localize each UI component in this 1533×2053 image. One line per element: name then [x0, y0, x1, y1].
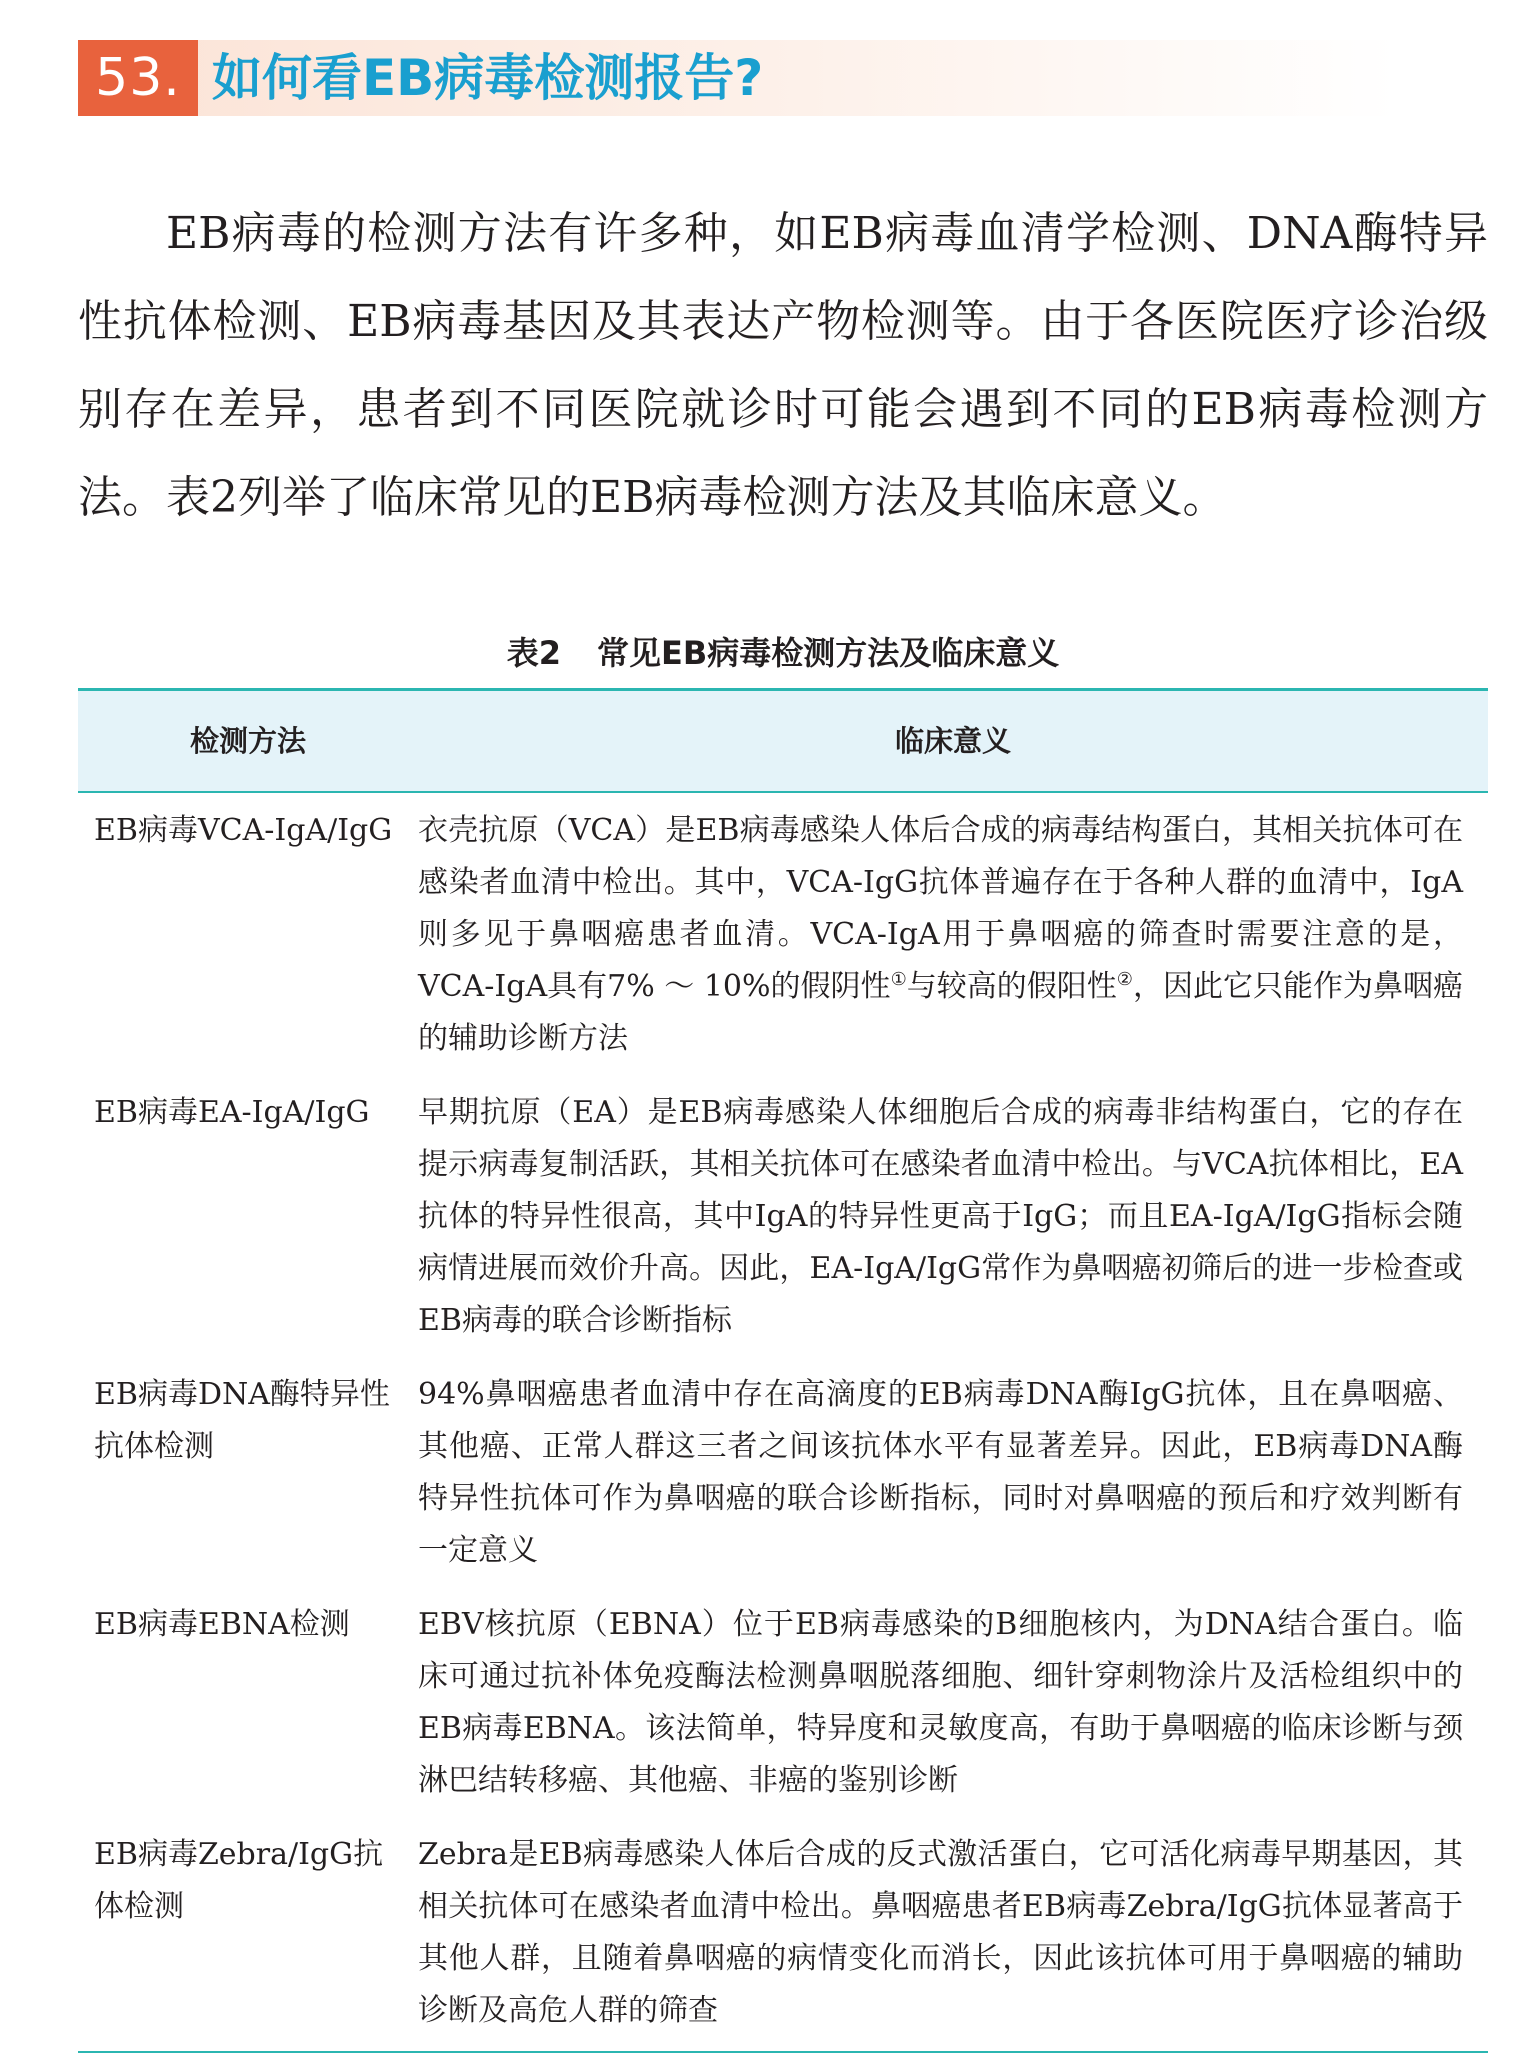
meaning-text: 与较高的假阳性	[906, 969, 1117, 1004]
section-number: 53.	[78, 40, 198, 116]
methods-table	[78, 688, 1488, 2053]
table-caption	[78, 628, 1488, 674]
intro-text: EB病毒的检测方法有许多种，如EB病毒血清学检测、DNA酶特异性抗体检测、EB病毒基因及其表达产物检测等。由于各医院医疗诊治级别存在差异，患者到不同医院就诊时可能会遇到不同的EB病毒检测方法。表2列举了临床常见的EB病毒检测方法及其临床意义。	[78, 208, 1488, 523]
method-cell: EB病毒EA-IgA/IgG	[94, 1095, 370, 1130]
section-title: 如何看EB病毒检测报告?	[212, 49, 764, 107]
table-header	[78, 691, 1488, 793]
footnote-ref: ②	[1116, 969, 1133, 990]
method-cell: EB病毒EBNA检测	[94, 1607, 350, 1642]
method-cell: EB病毒DNA酶特异性抗体检测	[94, 1377, 390, 1464]
column-header-method: 检测方法	[189, 724, 306, 758]
section-header	[78, 40, 1398, 116]
table-row	[78, 1357, 1488, 1587]
table-caption-title: 常见EB病毒检测方法及临床意义	[597, 634, 1060, 672]
table-row	[78, 1817, 1488, 2047]
table-row	[78, 793, 1488, 1075]
meaning-cell: Zebra是EB病毒感染人体后合成的反式激活蛋白，它可活化病毒早期基因，其相关抗体可在感染者血清中检出。鼻咽癌患者EB病毒Zebra/IgG抗体显著高于其他人群，且随着鼻咽癌的病情变化而消长，因此该抗体可用于鼻咽癌的辅助诊断及高危人群的筛查	[418, 1837, 1463, 2028]
table-row	[78, 1075, 1488, 1357]
meaning-cell: 94%鼻咽癌患者血清中存在高滴度的EB病毒DNA酶IgG抗体，且在鼻咽癌、其他癌、正常人群这三者之间该抗体水平有显著差异。因此，EB病毒DNA酶特异性抗体可作为鼻咽癌的联合诊断指标，同时对鼻咽癌的预后和疗效判断有一定意义	[418, 1377, 1463, 1568]
method-cell: EB病毒VCA-IgA/IgG	[94, 813, 393, 848]
column-header-meaning: 临床意义	[894, 724, 1011, 758]
footnote-ref: ①	[890, 969, 907, 990]
meaning-cell	[418, 805, 1463, 1065]
meaning-cell: 早期抗原（EA）是EB病毒感染人体细胞后合成的病毒非结构蛋白，它的存在提示病毒复制活跃，其相关抗体可在感染者血清中检出。与VCA抗体相比，EA抗体的特异性很高，其中IgA的特异性更高于IgG；而且EA-IgA/IgG指标会随病情进展而效价升高。因此，EA-IgA/IgG常作为鼻咽癌初筛后的进一步检查或EB病毒的联合诊断指标	[418, 1095, 1463, 1338]
meaning-text: ，因此它只能作为鼻咽癌的辅助诊断方法	[418, 969, 1464, 1056]
meaning-cell: EBV核抗原（EBNA）位于EB病毒感染的B细胞核内，为DNA结合蛋白。临床可通过抗补体免疫酶法检测鼻咽脱落细胞、细针穿刺物涂片及活检组织中的EB病毒EBNA。该法简单，特异度和灵敏度高，有助于鼻咽癌的临床诊断与颈淋巴结转移癌、其他癌、非癌的鉴别诊断	[418, 1607, 1463, 1798]
intro-paragraph	[78, 190, 1488, 542]
method-cell: EB病毒Zebra/IgG抗体检测	[94, 1837, 384, 1924]
table-caption-label: 表2	[506, 634, 561, 672]
table-row	[78, 1587, 1488, 1817]
meaning-text: 衣壳抗原（VCA）是EB病毒感染人体后合成的病毒结构蛋白，其相关抗体可在感染者血清中检出。其中，VCA-IgG抗体普遍存在于各种人群的血清中，IgA则多见于鼻咽癌患者血清。VCA-IgA用于鼻咽癌的筛查时需要注意的是，VCA-IgA具有7% ～ 10%的假阴性	[418, 813, 1463, 1004]
